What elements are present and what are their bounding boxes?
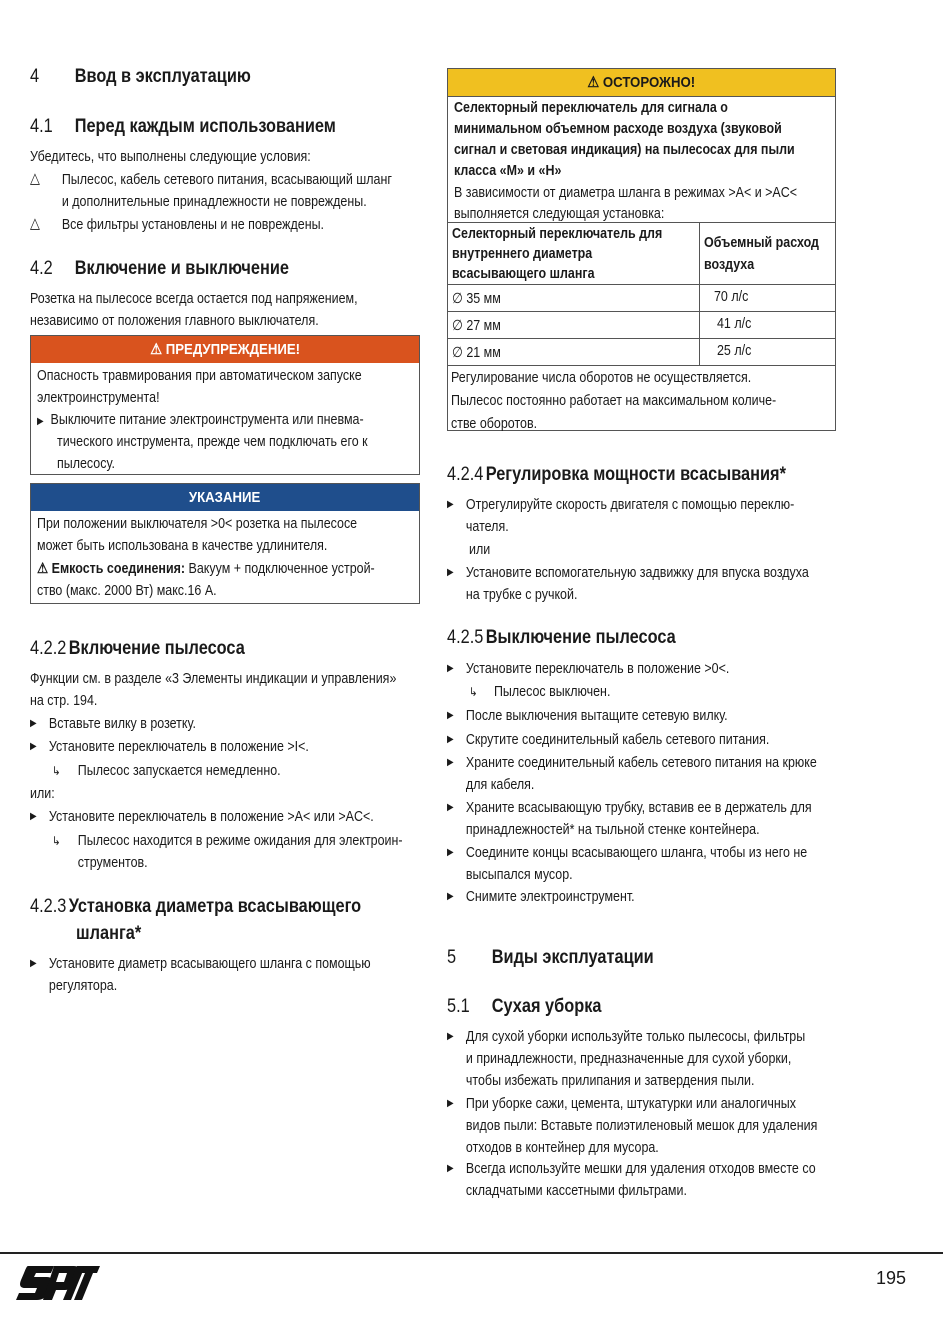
result-item: ↳ Пылесос запускается немедленно. — [52, 763, 281, 779]
list-item: ▶ Установите вспомогательную задвижку для впуска воздуха на трубке с ручкой. — [447, 565, 809, 603]
list-item: △ Пылесос, кабель сетевого питания, всасывающий шланг и дополнительные принадлежности не повреждены. — [30, 170, 392, 210]
section-4-2-heading: 4.2 Включение и выключение — [30, 258, 289, 279]
table-row: ∅ 35 мм — [447, 284, 700, 312]
page-number: 195 — [876, 1268, 907, 1288]
section-4-1-heading: 4.1 Перед каждым использованием — [30, 116, 336, 137]
list-item: ▶ Установите переключатель в положение >A< или >AC<. — [30, 809, 374, 825]
list-item: ▶ Для сухой уборки используйте только пылесосы, фильтры и принадлежности, предназначенные для сухой уборки, чтобы избежать прилипания и затвердения пыли. — [447, 1029, 806, 1089]
list-item: ▶ Снимите электроинструмент. — [447, 889, 635, 905]
warning-title: ⚠ ПРЕДУПРЕЖДЕНИЕ! — [31, 336, 419, 363]
list-item: ▶ Храните всасывающую трубку, вставив ее в держатель для принадлежностей* на тыльной стенке контейнера. — [447, 800, 812, 838]
result-item: ↳ Пылесос выключен. — [469, 684, 611, 700]
list-item: ▶ При уборке сажи, цемента, штукатурки или аналогичных видов пыли: Вставьте полиэтиленовый мешок для удаления отходов в контейнер для мусора. — [447, 1096, 818, 1156]
list-item: ▶ Скрутите соединительный кабель сетевого питания. — [447, 732, 770, 748]
table-cell: 25 л/с — [699, 338, 836, 366]
table-cell: 41 л/с — [699, 311, 836, 339]
section-4-2-5-heading: 4.2.5 Выключение пылесоса — [447, 627, 676, 648]
table-header-cell: Объемный расход воздуха — [699, 222, 836, 285]
list-item: ▶ Всегда используйте мешки для удаления отходов вместе со складчатыми кассетными фильтрами. — [447, 1161, 816, 1199]
or-text: или: — [30, 786, 55, 802]
section-4-heading: 4 Ввод в эксплуатацию — [30, 66, 251, 87]
list-item: ▶ Соедините концы всасывающего шланга, чтобы из него не высыпался мусор. — [447, 845, 808, 883]
footer-divider — [0, 1252, 943, 1254]
result-item: ↳ Пылесос находится в режиме ожидания для электроин- струментов. — [52, 833, 403, 871]
table-cell: 70 л/с — [699, 284, 836, 312]
list-item: ▶ Вставьте вилку в розетку. — [30, 716, 196, 732]
section-4-2-3-heading: 4.2.3 Установка диаметра всасывающего — [30, 896, 362, 917]
list-item: ▶ Установите переключатель в положение >0<. — [447, 661, 730, 677]
section-4-2-text: Розетка на пылесосе всегда остается под напряжением, независимо от положения главного выключателя. — [30, 291, 358, 329]
warning-box: ⚠ ПРЕДУПРЕЖДЕНИЕ! Опасность травмирования при автоматическом запуске электроинструмента! ▶ Выключите питание электроинструмента или пневма- тического инструмента, прежде чем подключать его к пылесосу. — [30, 335, 420, 475]
caution-box: ⚠ ОСТОРОЖНО! Селекторный переключатель для сигнала о минимальном объемном расходе воздуха (звуковой сигнал и световая индикация) на пылесосах для пыли класса «M» и «H» В зависимости от диаметра шланга в режимах >A< и >AC< выполняется следующая установка: Селекторный переключатель для внутреннего диаметра всасывающего шланга Объемный расход воздуха ∅ 35 мм 70 л/с ∅ 27 мм 41 л/с ∅ 21 мм 25 л/с Регулирование числа оборотов не осуществляется. Пылесос постоянно работает на максимальном количе- стве оборотов. — [447, 68, 836, 431]
section-5-1-heading: 5.1 Сухая уборка — [447, 996, 602, 1017]
section-4-2-2-intro: Функции см. в разделе «3 Элементы индикации и управления» на стр. 194. — [30, 671, 397, 709]
list-item: ▶ После выключения вытащите сетевую вилку. — [447, 708, 728, 724]
table-row: ∅ 21 мм — [447, 338, 700, 366]
note-box: УКАЗАНИЕ При положении выключателя >0< розетка на пылесосе может быть использована в качестве удлинителя. ⚠ Емкость соединения: Вакуум + подключенное устрой- ство (макс. 2000 Вт) макс.16 А. — [30, 483, 420, 604]
section-4-2-2-heading: 4.2.2 Включение пылесоса — [30, 638, 245, 659]
section-4-2-4-heading: 4.2.4 Регулировка мощности всасывания* — [447, 464, 786, 485]
caution-title: ⚠ ОСТОРОЖНО! — [448, 69, 835, 97]
spit-logo — [14, 1262, 100, 1307]
list-item: △ Все фильтры установлены и не повреждены. — [30, 215, 325, 233]
table-row: ∅ 27 мм — [447, 311, 700, 339]
section-4-1-intro: Убедитесь, что выполнены следующие условия: — [30, 149, 311, 165]
section-5-heading: 5 Виды эксплуатации — [447, 947, 654, 968]
list-item: ▶ Храните соединительный кабель сетевого питания на крюке для кабеля. — [447, 755, 817, 793]
list-item: ▶ Отрегулируйте скорость двигателя с помощью переклю- чателя. — [447, 497, 795, 535]
list-item: ▶ Установите диаметр всасывающего шланга с помощью регулятора. — [30, 956, 371, 994]
section-4-2-3-heading-cont: шланга* — [76, 923, 142, 944]
table-header-cell: Селекторный переключатель для внутреннего диаметра всасывающего шланга — [447, 222, 700, 285]
list-item: ▶ Установите переключатель в положение >I<. — [30, 739, 309, 755]
or-text: или — [469, 542, 491, 558]
note-title: УКАЗАНИЕ — [31, 484, 419, 511]
